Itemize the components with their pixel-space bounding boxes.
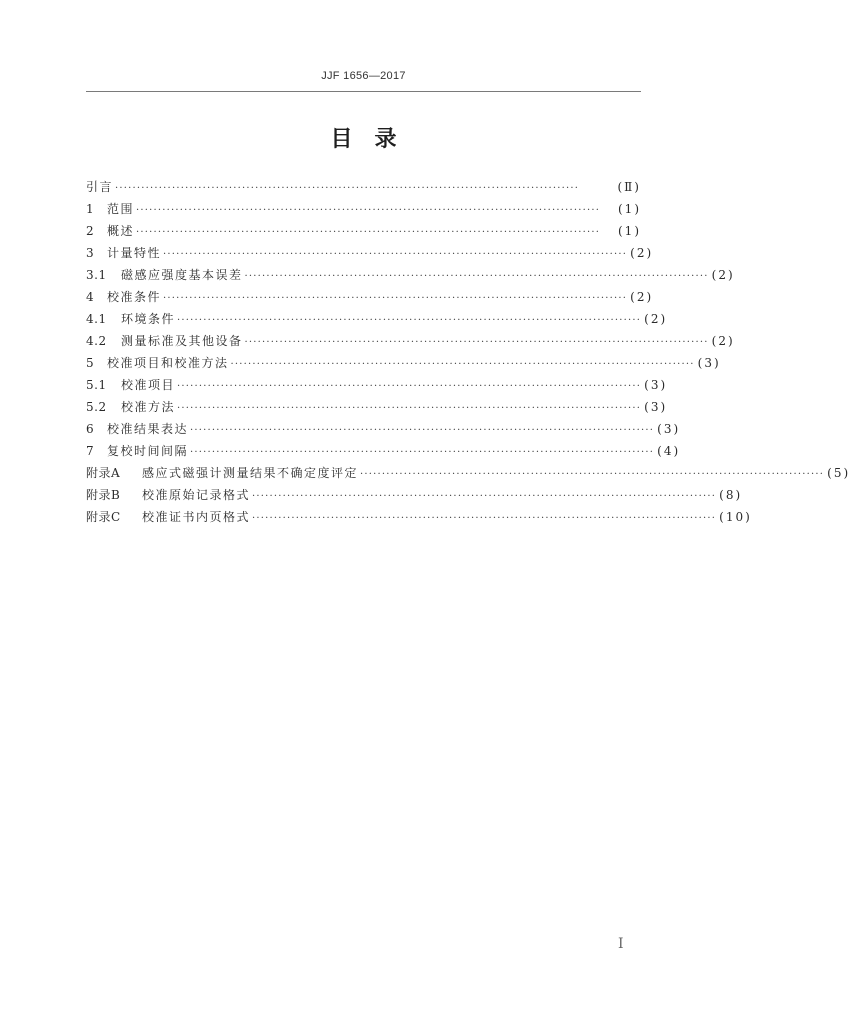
leader-dots: ··········································································································	[115, 183, 580, 194]
page-title: 目 录	[330, 127, 397, 152]
toc-entry-title: 概述	[107, 224, 135, 238]
leader-dots: ··········································································································	[360, 469, 825, 480]
leader-dots: ··········································································································	[177, 315, 642, 326]
toc-entry-page: (1)	[618, 224, 641, 238]
leader-dots: ··········································································································	[136, 205, 601, 216]
toc-entry-title: 校准条件	[107, 290, 162, 304]
toc-entry-number: 3	[86, 246, 95, 260]
toc-entry-title: 感应式磁强计测量结果不确定度评定	[142, 466, 359, 480]
toc-entry-page: (4)	[657, 444, 681, 458]
leader-dots: ··········································································································	[163, 293, 628, 304]
toc-entry-2[interactable]	[86, 220, 641, 242]
toc-entry-title: 校准方法	[121, 400, 176, 414]
toc-entry-appendix-b[interactable]	[86, 484, 743, 506]
leader-dots: ··········································································································	[230, 359, 695, 370]
leader-dots: ··········································································································	[252, 513, 717, 524]
toc-entry-page: (3)	[644, 400, 668, 414]
toc-entry-page: (3)	[697, 356, 721, 370]
toc-entry-number: 5	[86, 356, 95, 370]
toc-entry-number: 5.2	[86, 400, 107, 414]
toc-entry-title: 校准原始记录格式	[142, 488, 251, 502]
toc-entry-number: 2	[86, 224, 95, 238]
toc-entry-page: (5)	[827, 466, 850, 480]
toc-entry-5[interactable]	[86, 352, 721, 374]
toc-entry-number: 附录A	[86, 466, 121, 480]
toc-entry-number: 5.1	[86, 378, 107, 392]
toc-entry-page: (2)	[644, 312, 668, 326]
toc-entry-number: 1	[86, 202, 95, 216]
toc-entry-4[interactable]	[86, 286, 654, 308]
toc-entry-title: 校准证书内页格式	[142, 510, 251, 524]
leader-dots: ··········································································································	[252, 491, 717, 502]
toc-entry-page: (3)	[644, 378, 668, 392]
leader-dots: ··········································································································	[177, 403, 642, 414]
leader-dots: ··········································································································	[163, 249, 628, 260]
toc-entry-6[interactable]	[86, 418, 681, 440]
toc-entry-page: (10)	[719, 510, 752, 524]
toc-entry-page: (2)	[711, 334, 735, 348]
toc-entry-number: 4	[86, 290, 95, 304]
toc-entry-page: (8)	[719, 488, 743, 502]
toc-entry-7[interactable]	[86, 440, 681, 462]
toc-entry-appendix-a[interactable]	[86, 462, 850, 484]
toc-entry-title: 磁感应强度基本误差	[121, 268, 243, 282]
table-of-contents	[86, 176, 850, 528]
toc-entry-page: (3)	[657, 422, 681, 436]
toc-entry-title: 校准项目	[121, 378, 176, 392]
toc-entry-number: 4.1	[86, 312, 107, 326]
standard-code-header: JJF 1656—2017	[321, 70, 406, 82]
toc-entry-1[interactable]	[86, 198, 641, 220]
leader-dots: ··········································································································	[244, 271, 709, 282]
leader-dots: ··········································································································	[136, 227, 601, 238]
page-number: Ⅰ	[618, 936, 624, 952]
toc-entry-number: 附录B	[86, 488, 121, 502]
toc-entry-number: 附录C	[86, 510, 121, 524]
toc-entry-5-2[interactable]	[86, 396, 668, 418]
toc-entry-5-1[interactable]	[86, 374, 668, 396]
toc-entry-title: 引言	[86, 180, 114, 194]
toc-entry-3-1[interactable]	[86, 264, 735, 286]
toc-entry-page: (Ⅱ)	[617, 180, 641, 194]
header-rule	[86, 91, 641, 92]
toc-entry-page: (1)	[618, 202, 641, 216]
toc-entry-number: 3.1	[86, 268, 107, 282]
toc-entry-title: 校准项目和校准方法	[107, 356, 229, 370]
toc-entry-appendix-c[interactable]	[86, 506, 752, 528]
toc-entry-4-2[interactable]	[86, 330, 735, 352]
toc-entry-title: 环境条件	[121, 312, 176, 326]
toc-entry-foreword[interactable]	[86, 176, 641, 198]
toc-entry-number: 7	[86, 444, 95, 458]
leader-dots: ··········································································································	[244, 337, 709, 348]
leader-dots: ··········································································································	[177, 381, 642, 392]
toc-entry-number: 4.2	[86, 334, 107, 348]
toc-entry-3[interactable]	[86, 242, 654, 264]
toc-entry-number: 6	[86, 422, 95, 436]
toc-entry-title: 复校时间间隔	[107, 444, 189, 458]
leader-dots: ··········································································································	[190, 447, 655, 458]
toc-entry-4-1[interactable]	[86, 308, 668, 330]
toc-entry-title: 测量标准及其他设备	[121, 334, 243, 348]
toc-entry-title: 计量特性	[107, 246, 162, 260]
toc-entry-page: (2)	[630, 246, 654, 260]
toc-entry-title: 范围	[107, 202, 135, 216]
leader-dots: ··········································································································	[190, 425, 655, 436]
toc-entry-page: (2)	[630, 290, 654, 304]
toc-entry-page: (2)	[711, 268, 735, 282]
toc-entry-title: 校准结果表达	[107, 422, 189, 436]
